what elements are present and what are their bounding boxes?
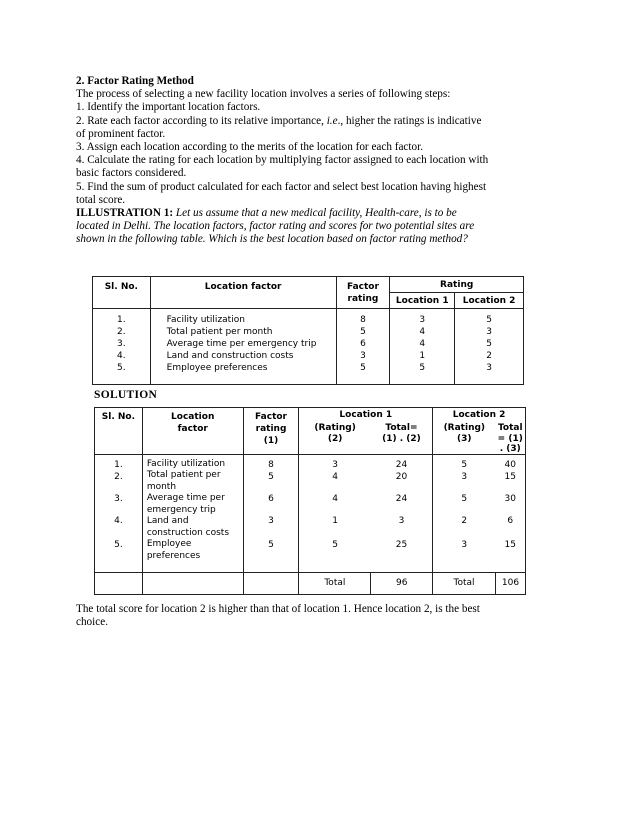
- sl-no-cell: 1.: [117, 315, 126, 325]
- step-5-cont: total score.: [76, 193, 126, 206]
- rating-cell-list: [337, 314, 390, 374]
- t2-factor-5b: preferences: [146, 550, 201, 561]
- header-factor-rating-line1: Factor: [346, 282, 379, 292]
- t2-header-factor-line2: factor: [177, 424, 208, 434]
- t2-total-value-1: 96: [371, 572, 433, 594]
- t2-l1-rating-h1: (Rating): [299, 422, 371, 434]
- t2-total-label-1: Total: [299, 572, 371, 594]
- t2-t2-5: 15: [504, 539, 516, 550]
- t2-header-rating-line2: rating: [255, 424, 287, 434]
- t2-header-sl-no: Sl. No.: [95, 408, 143, 455]
- t2-r2-1: 5: [461, 459, 468, 470]
- step-4-cont: basic factors considered.: [76, 167, 187, 180]
- t2-t2-3: 30: [504, 493, 516, 504]
- sl-no-cell: 5.: [117, 363, 126, 373]
- t2-factor-1: Facility utilization: [146, 458, 226, 469]
- t2-total-value-2: 106: [495, 572, 525, 594]
- t2-factor-column: [142, 454, 243, 572]
- loc2-cell: 3: [486, 327, 492, 337]
- header-location-factor: Location factor: [150, 277, 336, 309]
- t2-t2-4: 6: [507, 515, 514, 526]
- t2-sl-5: 5.: [114, 539, 123, 550]
- rating-cell: 3: [360, 351, 366, 361]
- t2-l1-total-h1: Total=: [371, 422, 433, 434]
- conclusion-line-2: choice.: [76, 616, 108, 629]
- header-factor-rating-line2: rating: [347, 294, 379, 304]
- header-factor-rating: [336, 277, 390, 309]
- t2-t1-2: 20: [395, 471, 408, 482]
- t2-r1-5: 5: [332, 539, 338, 550]
- location-factor-column: [150, 309, 336, 385]
- loc2-cell: 5: [486, 339, 492, 349]
- t2-l1-rating-h2: (2): [299, 434, 371, 455]
- t2-factor-2b: month: [146, 481, 177, 492]
- header-rating-group: Rating: [390, 277, 524, 293]
- loc2-cell-list: [455, 314, 523, 374]
- t2-r2-3: 5: [461, 493, 468, 504]
- t2-r1-2: 4: [332, 471, 338, 482]
- t2-factor-2a: Total patient per: [146, 470, 221, 480]
- factor-rating-column: [336, 309, 390, 385]
- step-2: [76, 115, 516, 128]
- t2-sl-1: 1.: [114, 459, 123, 470]
- t2-header-location-1: Location 1: [299, 408, 433, 422]
- step-5: 5. Find the sum of product calculated for each factor and select best location having highest: [76, 180, 487, 193]
- t2-header-rating-line1: Factor: [255, 412, 287, 422]
- conclusion-text: [76, 603, 516, 629]
- intro-text: The process of selecting a new facility location involves a series of following steps:: [76, 88, 451, 101]
- factor-cell: Land and construction costs: [166, 351, 294, 361]
- step-1: 1. Identify the important location factors.: [76, 101, 261, 114]
- location-2-column: [455, 309, 524, 385]
- step-4: 4. Calculate the rating for each location by multiplying factor assigned to each location with: [76, 154, 489, 167]
- t2-factor-5a: Employee: [146, 539, 192, 549]
- t2-factor-4a: Land and: [146, 516, 189, 526]
- t2-total-empty-2: [142, 572, 243, 594]
- t2-l2-rating-h1: (Rating): [433, 422, 496, 434]
- t2-total-empty-3: [243, 572, 299, 594]
- step-2-text: 2. Rate each factor according to its relative importance,: [76, 114, 327, 127]
- method-description: [76, 75, 516, 247]
- factor-table: [92, 276, 524, 385]
- t2-l2-total-h2: = (1) . (3): [495, 434, 525, 455]
- t2-header-location-factor: [142, 408, 243, 455]
- t2-rating-1: 8: [268, 459, 274, 470]
- t2-sl-2: 2.: [114, 471, 123, 482]
- t2-sl-column: [95, 454, 143, 572]
- t2-t2-column: [495, 454, 525, 572]
- rating-cell: 5: [360, 327, 366, 337]
- sl-no-cell: 2.: [117, 327, 126, 337]
- t2-t2-2: 15: [504, 471, 516, 482]
- t2-total-empty-1: [95, 572, 143, 594]
- t2-r1-1: 3: [332, 459, 338, 470]
- factor-cell: Employee preferences: [166, 363, 268, 373]
- t2-r2-5: 3: [461, 539, 468, 550]
- t2-t1-column: [371, 454, 433, 572]
- factor-cell: Facility utilization: [166, 315, 245, 325]
- t2-l2-total-h1: Total: [495, 422, 525, 434]
- t2-t1-4: 3: [398, 515, 405, 526]
- loc1-cell: 5: [419, 363, 426, 373]
- t2-r1-3: 4: [332, 493, 338, 504]
- step-2-text-b: ., higher the ratings is indicative: [337, 114, 482, 127]
- illustration-label: ILLUSTRATION 1:: [76, 207, 174, 220]
- step-2-ie: i.e: [326, 114, 338, 127]
- t2-header-factor-line1: Location: [171, 412, 215, 422]
- loc2-cell: 2: [486, 351, 492, 361]
- t2-rating-column: [243, 454, 299, 572]
- loc1-cell: 1: [419, 351, 426, 361]
- t2-header-rating-line3: (1): [263, 436, 279, 446]
- conclusion-line-1: The total score for location 2 is higher than that of location 1. Hence location 2, is the best: [76, 603, 480, 615]
- loc1-cell: 3: [419, 315, 426, 325]
- t2-t1-3: 24: [395, 493, 408, 504]
- rating-cell: 5: [360, 363, 366, 373]
- solution-table: [94, 407, 526, 595]
- t2-t1-5: 25: [395, 539, 408, 550]
- illustration-line-3: shown in the following table. Which is the best location based on factor rating method?: [76, 233, 468, 246]
- rating-cell: 8: [360, 315, 366, 325]
- illustration-line-1: [76, 207, 516, 220]
- t2-rating-5: 5: [268, 539, 274, 550]
- t2-factor-4b: construction costs: [146, 527, 230, 538]
- step-3: 3. Assign each location according to the merits of the location for each factor.: [76, 141, 424, 154]
- t2-t1-1: 24: [395, 459, 408, 470]
- sl-no-column: [93, 309, 151, 385]
- header-location-2: Location 2: [455, 293, 524, 309]
- t2-r1-column: [299, 454, 371, 572]
- header-location-1: Location 1: [390, 293, 455, 309]
- location-1-column: [390, 309, 455, 385]
- factor-cell-list: [167, 314, 336, 374]
- factor-cell: Total patient per month: [166, 327, 273, 337]
- loc2-cell: 3: [486, 363, 492, 373]
- t2-rating-3: 6: [268, 493, 274, 504]
- t2-t2-1: 40: [504, 459, 516, 470]
- solution-heading: SOLUTION: [94, 389, 158, 401]
- loc1-cell: 4: [419, 339, 426, 349]
- t2-header-factor-rating: [243, 408, 299, 455]
- sl-no-cell: 4.: [117, 351, 126, 361]
- t2-rating-2: 5: [268, 471, 274, 482]
- illustration-line-2: located in Delhi. The location factors, factor rating and scores for two potential sites are: [76, 220, 475, 233]
- t2-l1-total-h2: (1) . (2): [371, 434, 433, 455]
- step-2-cont: of prominent factor.: [76, 127, 166, 140]
- t2-sl-3: 3.: [114, 493, 123, 504]
- t2-total-label-2: Total: [433, 572, 496, 594]
- t2-r1-4: 1: [332, 515, 338, 526]
- t2-header-location-2: Location 2: [433, 408, 526, 422]
- loc1-cell: 4: [419, 327, 426, 337]
- loc1-cell-list: [390, 314, 454, 374]
- factor-cell: Average time per emergency trip: [166, 339, 317, 349]
- sl-no-cell: 3.: [117, 339, 126, 349]
- section-heading: 2. Factor Rating Method: [76, 75, 194, 87]
- t2-r2-column: [433, 454, 496, 572]
- rating-cell: 6: [360, 339, 366, 349]
- t2-rating-4: 3: [268, 515, 274, 526]
- loc2-cell: 5: [486, 315, 492, 325]
- t2-r2-4: 2: [461, 515, 468, 526]
- header-sl-no: Sl. No.: [93, 277, 151, 309]
- illustration-text: Let us assume that a new medical facility, Health-care, is to be: [173, 207, 457, 220]
- t2-factor-3a: Average time per: [146, 493, 225, 503]
- t2-r2-2: 3: [461, 471, 468, 482]
- sl-no-cell-list: [93, 314, 150, 374]
- t2-sl-4: 4.: [114, 515, 123, 526]
- t2-l2-rating-h2: (3): [433, 434, 496, 455]
- t2-factor-3b: emergency trip: [146, 504, 216, 515]
